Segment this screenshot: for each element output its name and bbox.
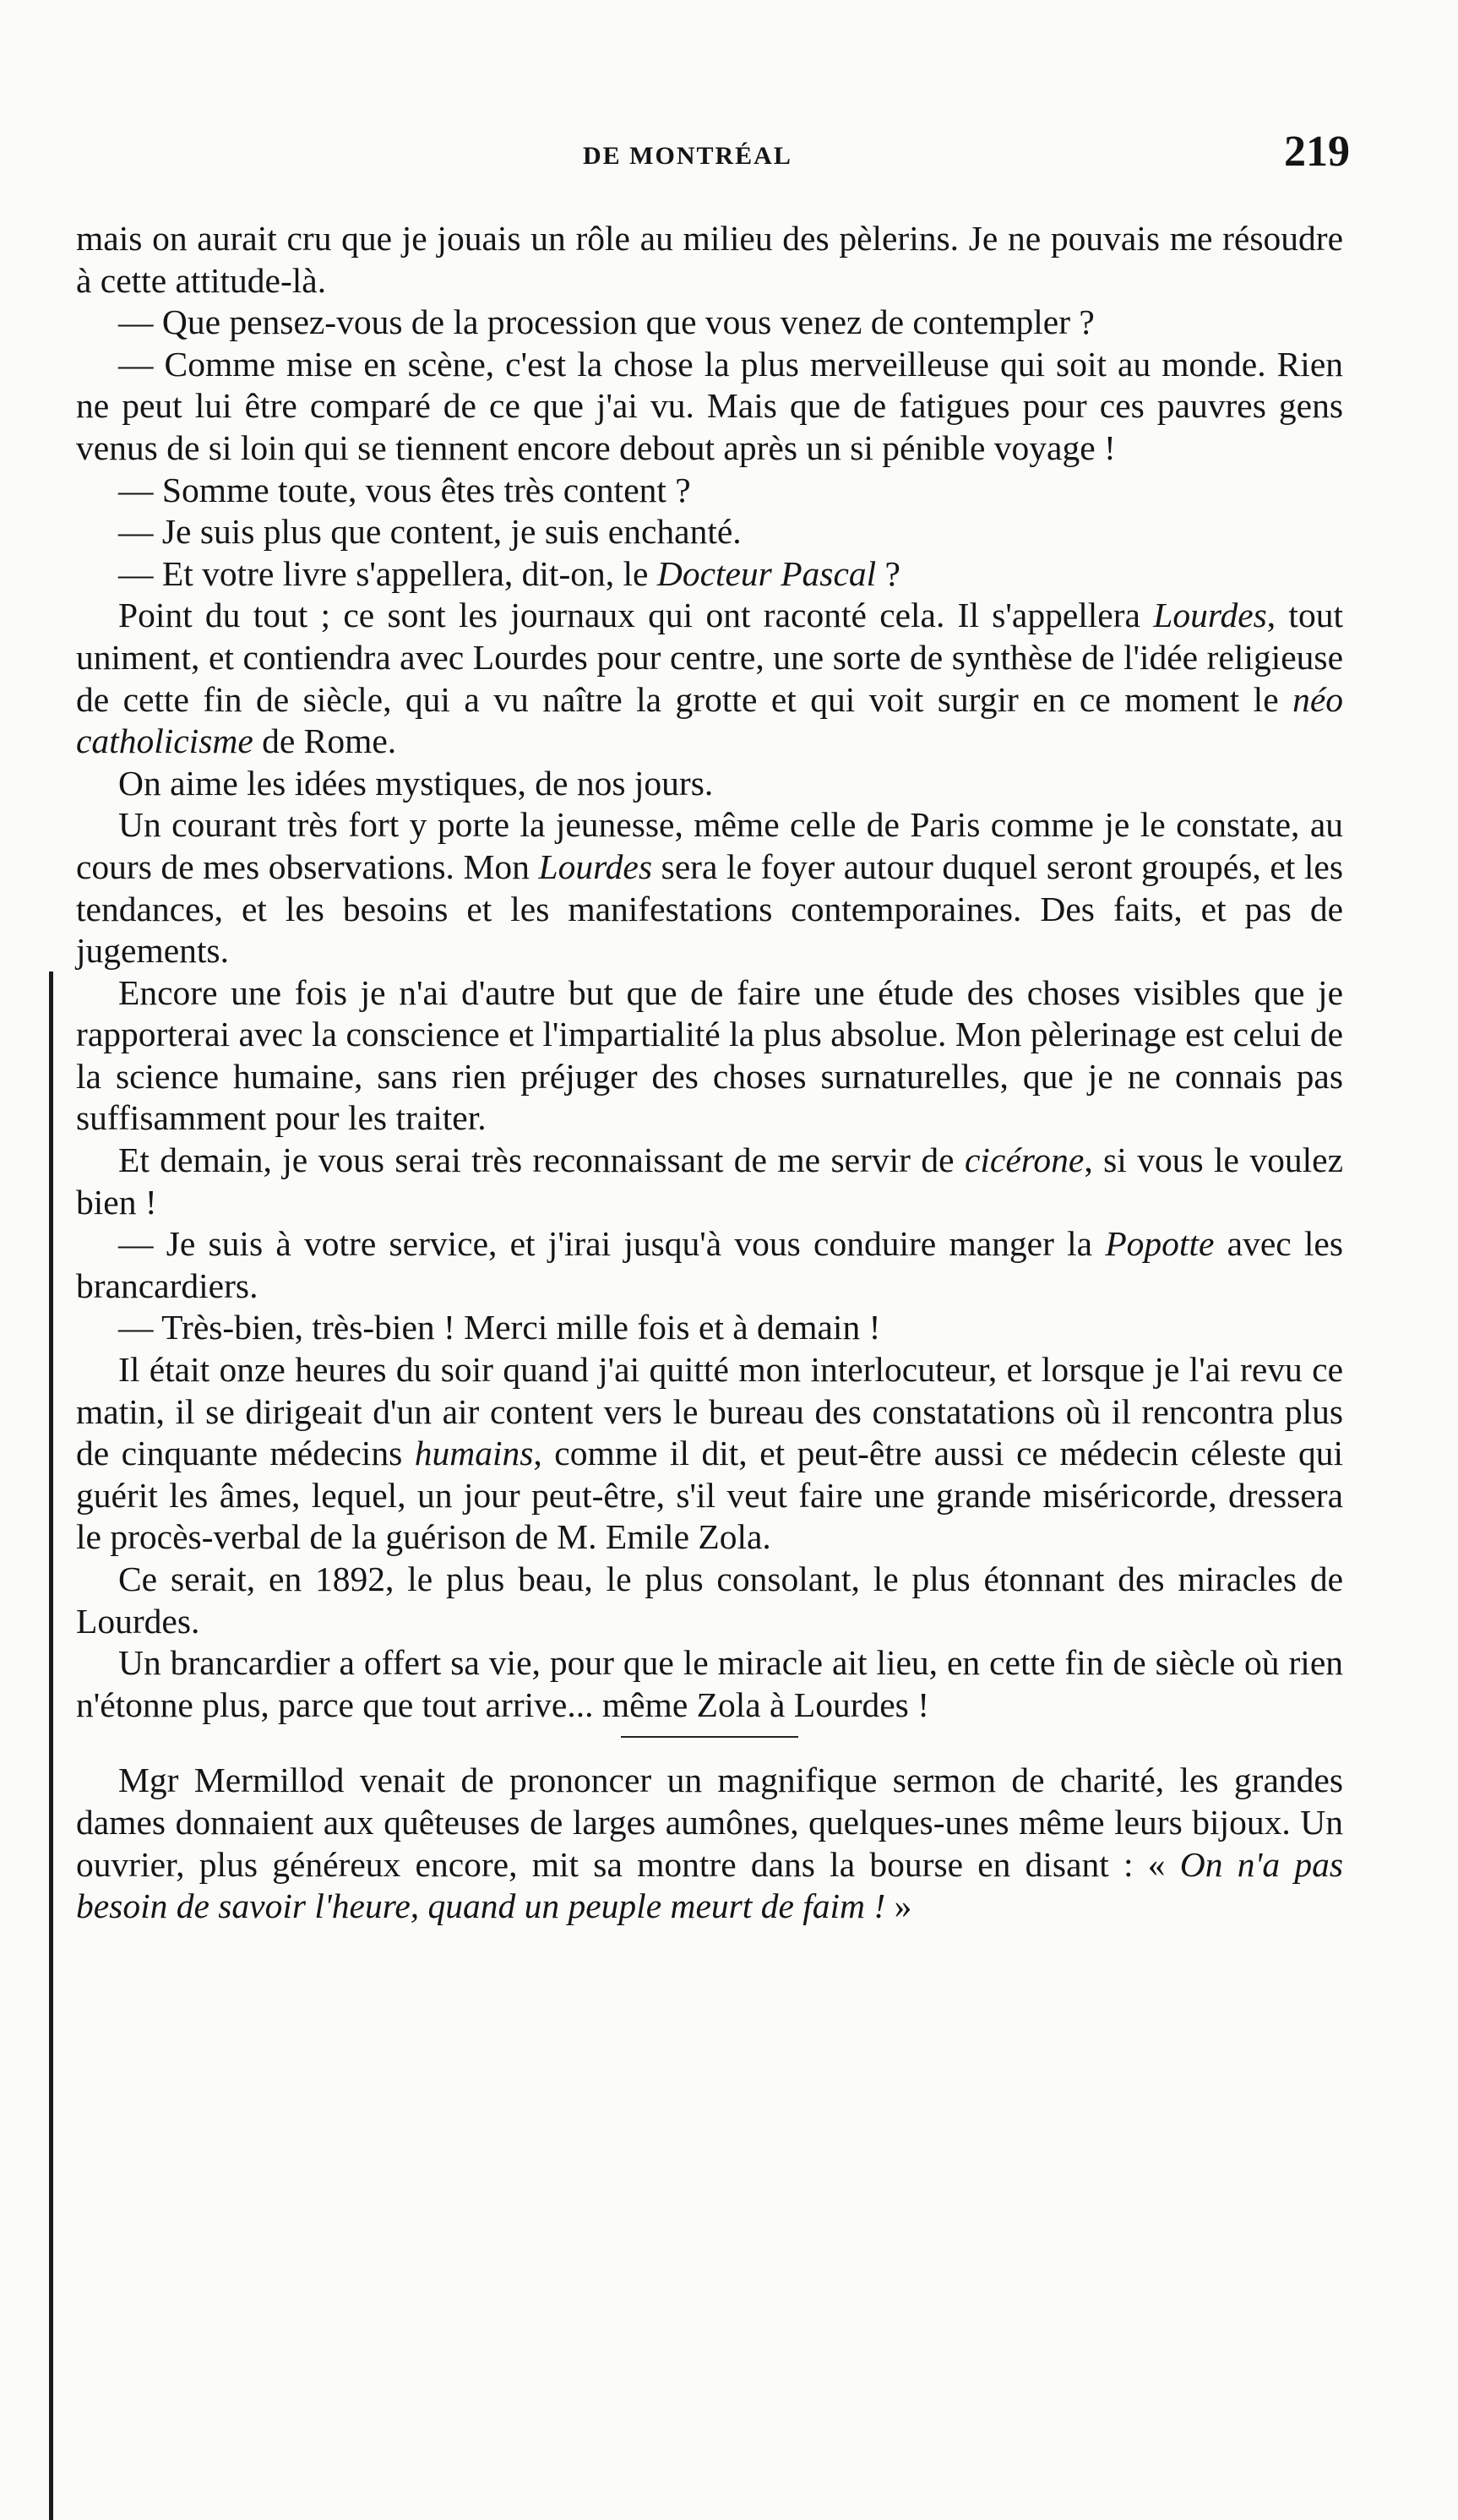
italic-term: humains	[414, 1434, 534, 1473]
paragraph-text: — Je suis plus que content, je suis enchanté.	[118, 512, 742, 552]
italic-quote: On n'a pas besoin de savoir l'heure, quand un peuple meurt de faim !	[76, 1844, 1343, 1926]
paragraph-text: Un courant très fort y porte la jeunesse, même celle de Paris comme je le constate, au cours de mes observations. Mon	[76, 805, 1343, 886]
paragraph-text: — Je suis à votre service, et j'irai jusqu'à vous conduire manger la	[118, 1224, 1106, 1264]
paragraph-text: Et demain, je vous serai très reconnaissant de me servir de	[118, 1140, 965, 1180]
paragraph-text: — Et votre livre s'appellera, dit-on, le	[118, 553, 657, 593]
section-divider	[621, 1736, 798, 1738]
paragraph-text: »	[885, 1886, 912, 1926]
paragraph-2	[76, 302, 1343, 344]
paragraph-text: mais on aurait cru que je jouais un rôle au milieu des pèlerins. Je ne pouvais me résoudre à cette attitude-là.	[76, 219, 1343, 300]
paragraph-text: ?	[876, 553, 900, 593]
paragraph-text: de Rome.	[253, 721, 397, 761]
running-head: DE MONTRÉAL	[583, 142, 792, 170]
italic-term: cicérone	[964, 1140, 1085, 1180]
paragraph-text: — Très-bien, très-bien ! Merci mille fois et à demain !	[118, 1308, 881, 1347]
book-title-italic: Lourdes	[1153, 596, 1267, 635]
paragraph-text: On aime les idées mystiques, de nos jours.	[118, 763, 714, 803]
paragraph-text: avec les brancardiers.	[76, 1224, 1343, 1305]
paragraph-10	[76, 972, 1343, 1140]
paragraph-16	[76, 1642, 1343, 1726]
paragraph-15	[76, 1559, 1343, 1642]
page-number: 219	[1284, 128, 1350, 176]
paragraph-text: — Que pensez-vous de la procession que vous venez de contempler ?	[118, 302, 1095, 342]
page-header	[0, 127, 1458, 186]
paragraph-9	[76, 804, 1343, 972]
paragraph-6	[76, 553, 1343, 596]
book-title-italic: Docteur Pascal	[656, 553, 877, 593]
paragraph-text: Ce serait, en 1892, le plus beau, le plus consolant, le plus étonnant des miracles de Lourdes.	[76, 1559, 1343, 1641]
paragraph-3	[76, 344, 1343, 470]
paragraph-13	[76, 1307, 1343, 1349]
paragraph-text: — Somme toute, vous êtes très content ?	[118, 470, 691, 509]
italic-term: Popotte	[1105, 1224, 1215, 1264]
paragraph-12	[76, 1223, 1343, 1307]
paragraph-text: , comme il dit, et peut-être aussi ce médecin céleste qui guérit les âmes, lequel, un jour peut-être, s'il veut faire une grande miséricorde, dressera le procès-verbal de la guérison de M. Emile Zola.	[76, 1434, 1343, 1557]
paragraph-8	[76, 763, 1343, 805]
paragraph-14	[76, 1349, 1343, 1559]
paragraph-text: , si vous le voulez bien !	[76, 1140, 1343, 1222]
left-margin-rule	[49, 972, 53, 2520]
paragraph-1	[76, 218, 1343, 302]
page-body	[76, 218, 1343, 1928]
paragraph-text: Mgr Mermillod venait de prononcer un magnifique sermon de charité, les grandes dames donnaient aux quêteuses de larges aumônes, quelques-unes même leurs bijoux. Un ouvrier, plus généreux encore, mit sa montre dans la bourse en disant : «	[76, 1761, 1343, 1884]
paragraph-5	[76, 511, 1343, 553]
paragraph-17	[76, 1760, 1343, 1927]
paragraph-text: Un brancardier a offert sa vie, pour que le miracle ait lieu, en cette fin de siècle où rien n'étonne plus, parce que tout arrive... même Zola à Lourdes !	[76, 1643, 1343, 1724]
paragraph-11	[76, 1140, 1343, 1223]
paragraph-text: Encore une fois je n'ai d'autre but que de faire une étude des choses visibles que je rapporterai avec la conscience et l'impartialité la plus absolue. Mon pèlerinage est celui de la science humaine, sans rien préjuger des choses surnaturelles, que je ne connais pas suffisamment pour les traiter.	[76, 972, 1343, 1138]
book-title-italic: Lourdes	[538, 846, 652, 886]
paragraph-text: Point du tout ; ce sont les journaux qui ont raconté cela. Il s'appellera	[118, 596, 1154, 635]
paragraph-text: sera le foyer autour duquel seront groupés, et les tendances, et les besoins et les manifestations contemporaines. Des faits, et pas de jugements.	[76, 846, 1343, 971]
italic-term: néo catholicisme	[76, 679, 1343, 761]
paragraph-7	[76, 595, 1343, 762]
paragraph-text: , tout uniment, et contiendra avec Lourdes pour centre, une sorte de synthèse de l'idée religieuse de cette fin de siècle, qui a vu naître la grotte et qui voit surgir en ce moment le	[76, 596, 1343, 719]
paragraph-text: Il était onze heures du soir quand j'ai quitté mon interlocuteur, et lorsque je l'ai revu ce matin, il se dirigeait d'un air content vers le bureau des constatations où il rencontra plus de cinquante médecins	[76, 1350, 1343, 1473]
paragraph-text: — Comme mise en scène, c'est la chose la plus merveilleuse qui soit au monde. Rien ne peut lui être comparé de ce que j'ai vu. Mais que de fatigues pour ces pauvres gens venus de si loin qui se tiennent encore debout après un si pénible voyage !	[76, 344, 1343, 467]
paragraph-4	[76, 470, 1343, 512]
